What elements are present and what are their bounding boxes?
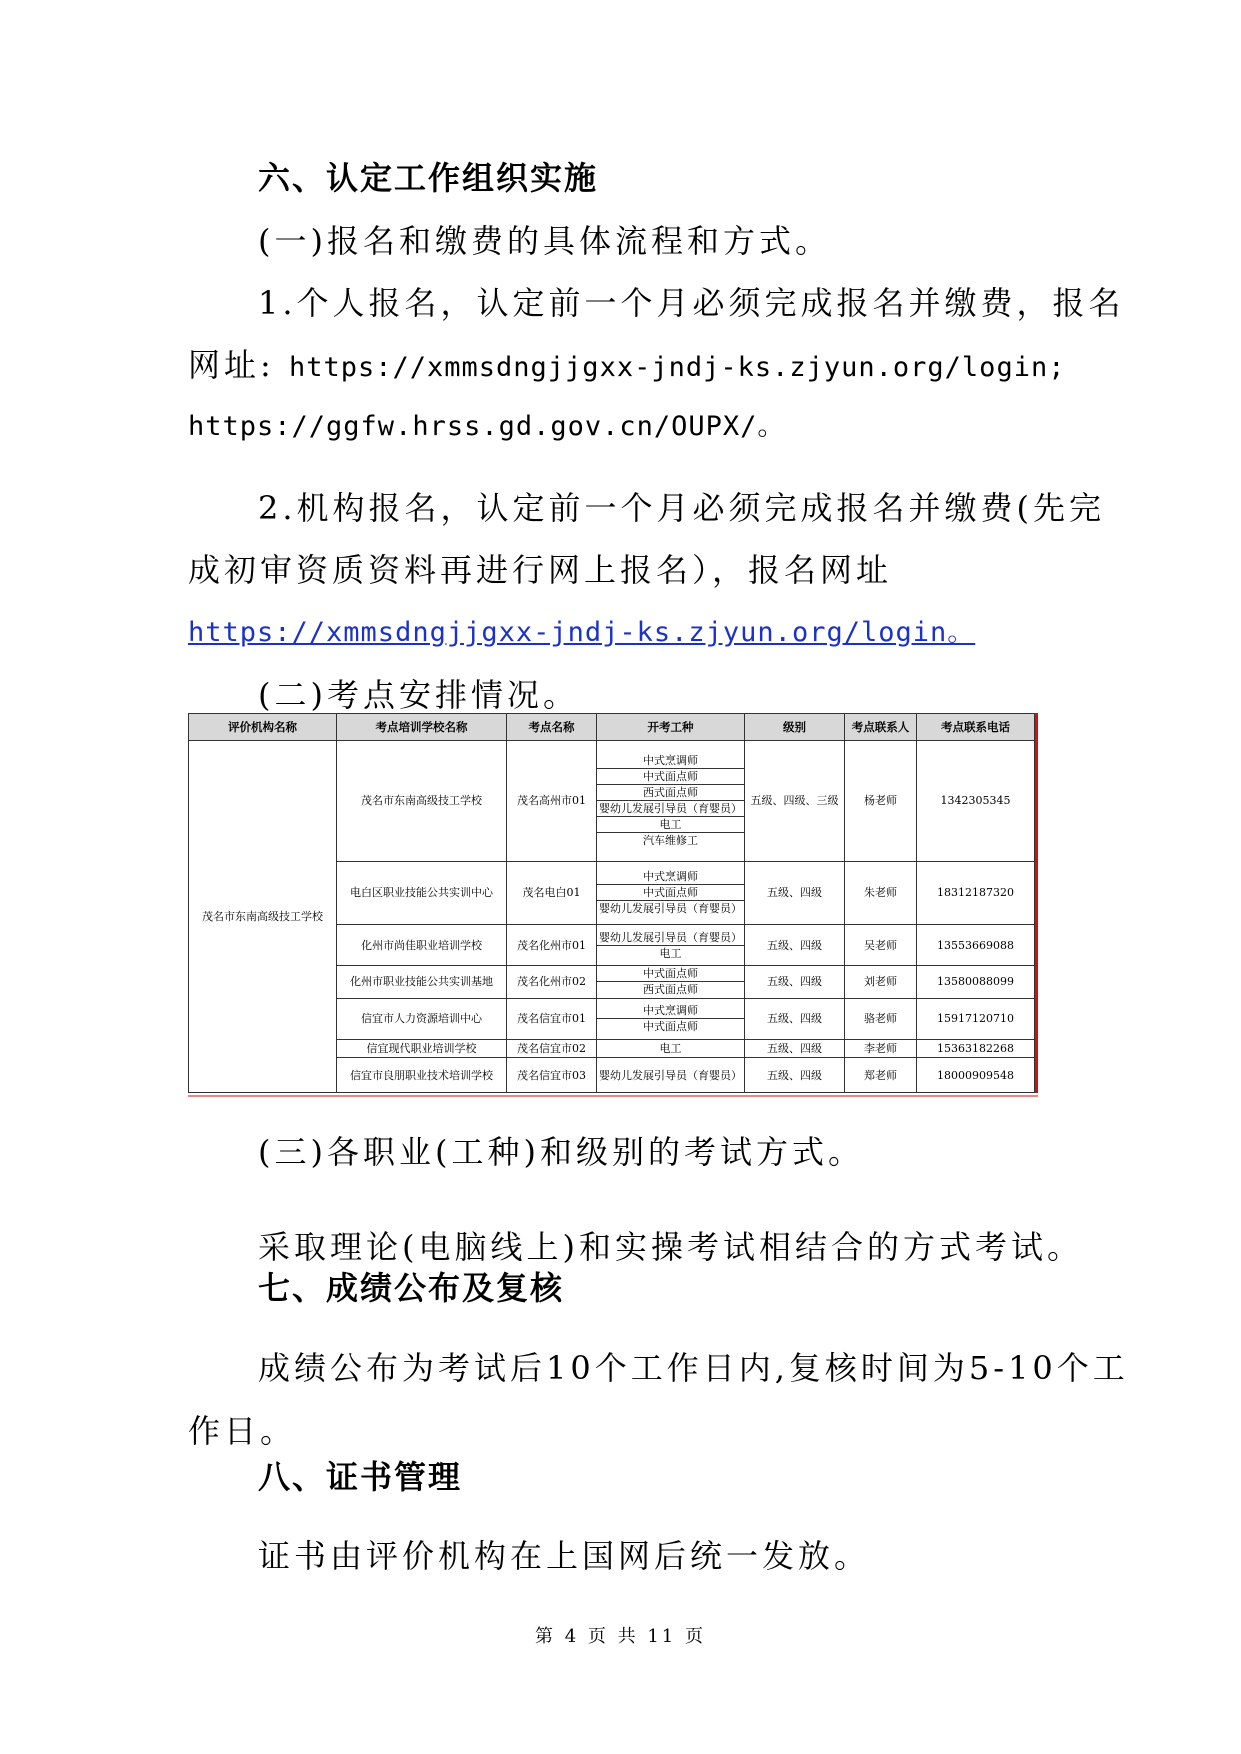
site-cell: 茂名化州市01 — [507, 925, 597, 966]
job-item: 中式面点师 — [597, 885, 744, 901]
jobs-cell — [597, 861, 745, 924]
school-cell: 化州市职业技能公共实训基地 — [337, 966, 507, 999]
phone-cell: 15917120710 — [917, 998, 1035, 1039]
level-cell: 五级、四级 — [745, 925, 845, 966]
site-cell: 茂名信宜市03 — [507, 1058, 597, 1093]
jobs-cell — [597, 966, 745, 999]
level-cell: 五级、四级 — [745, 1058, 845, 1093]
job-item: 汽车维修工 — [643, 834, 698, 848]
job-item: 中式烹调师 — [597, 1003, 744, 1019]
paragraph-2-line-1: 2.机构报名，认定前一个月必须完成报名并缴费(先完 — [258, 489, 1106, 527]
url-label: 网址: — [188, 346, 289, 384]
job-item: 中式烹调师 — [597, 753, 744, 769]
table-bottom-rule — [188, 1095, 1038, 1097]
job-item: 婴幼儿发展引导员（育婴员） — [599, 802, 742, 816]
subsection-6-3: (三)各职业(工种)和级别的考试方式。 — [258, 1133, 864, 1171]
contact-cell: 吴老师 — [845, 925, 917, 966]
job-item: 中式面点师 — [643, 1020, 698, 1034]
job-item: 电工 — [659, 1041, 682, 1055]
phone-cell: 15363182268 — [917, 1039, 1035, 1057]
jobs-cell — [597, 1039, 745, 1057]
site-cell: 茂名信宜市02 — [507, 1039, 597, 1057]
exam-site-table — [188, 713, 1034, 1093]
header-contact: 考点联系人 — [845, 714, 917, 741]
phone-cell: 1342305345 — [917, 741, 1035, 862]
contact-cell: 骆老师 — [845, 998, 917, 1039]
job-item: 婴幼儿发展引导员（育婴员） — [599, 902, 742, 916]
jobs-cell — [597, 998, 745, 1039]
header-site: 考点名称 — [507, 714, 597, 741]
level-cell: 五级、四级 — [745, 861, 845, 924]
table-header-row — [189, 714, 1035, 741]
jobs-cell — [597, 1058, 745, 1093]
job-item: 中式面点师 — [597, 966, 744, 982]
url-institution-link[interactable]: https://xmmsdngjjgxx-jndj-ks.zjyun.org/login。 — [188, 617, 976, 648]
url-individual-2: https://ggfw.hrss.gd.gov.cn/OUPX/。 — [188, 411, 786, 442]
job-item: 婴幼儿发展引导员（育婴员） — [599, 930, 742, 944]
school-cell: 信宜市人力资源培训中心 — [337, 998, 507, 1039]
url-individual-1: https://xmmsdngjjgxx-jndj-ks.zjyun.org/login; — [288, 352, 1066, 383]
level-cell: 五级、四级 — [745, 998, 845, 1039]
paragraph-4-line-2: 作日。 — [188, 1412, 297, 1450]
school-cell: 化州市尚佳职业培训学校 — [337, 925, 507, 966]
header-school: 考点培训学校名称 — [337, 714, 507, 741]
phone-cell: 13580088099 — [917, 966, 1035, 999]
school-cell: 信宜市良朋职业技术培训学校 — [337, 1058, 507, 1093]
site-cell: 茂名信宜市01 — [507, 998, 597, 1039]
site-cell: 茂名化州市02 — [507, 966, 597, 999]
job-item: 电工 — [597, 817, 744, 833]
school-cell: 电白区职业技能公共实训中心 — [337, 861, 507, 924]
header-org: 评价机构名称 — [189, 714, 337, 741]
job-item: 西式面点师 — [597, 785, 744, 801]
job-item: 中式烹调师 — [597, 869, 744, 885]
level-cell: 五级、四级 — [745, 966, 845, 999]
org-name-cell: 茂名市东南高级技工学校 — [189, 741, 337, 1093]
level-cell: 五级、四级 — [745, 1039, 845, 1057]
page-number-footer: 第 4 页 共 11 页 — [535, 1626, 706, 1647]
school-cell: 信宜现代职业培训学校 — [337, 1039, 507, 1057]
header-jobs: 开考工种 — [597, 714, 745, 741]
paragraph-1-line-2 — [188, 340, 1065, 386]
paragraph-3: 采取理论(电脑线上)和实操考试相结合的方式考试。 — [258, 1228, 1083, 1266]
contact-cell: 李老师 — [845, 1039, 917, 1057]
job-item: 西式面点师 — [643, 983, 698, 997]
paragraph-5: 证书由评价机构在上国网后统一发放。 — [258, 1537, 871, 1575]
paragraph-2-url-line — [188, 610, 975, 649]
header-phone: 考点联系电话 — [917, 714, 1035, 741]
header-level: 级别 — [745, 714, 845, 741]
subsection-6-1: (一)报名和缴费的具体流程和方式。 — [258, 222, 831, 260]
job-item: 电工 — [659, 946, 682, 960]
jobs-cell — [597, 741, 745, 862]
section-7-heading: 七、成绩公布及复核 — [258, 1269, 565, 1307]
paragraph-4-line-1: 成绩公布为考试后10个工作日内,复核时间为5-10个工 — [258, 1349, 1129, 1387]
contact-cell: 朱老师 — [845, 861, 917, 924]
jobs-cell — [597, 925, 745, 966]
job-item: 中式面点师 — [597, 769, 744, 785]
contact-cell: 杨老师 — [845, 741, 917, 862]
table-row — [189, 741, 1035, 862]
job-item: 婴幼儿发展引导员（育婴员） — [599, 1068, 742, 1082]
contact-cell: 郑老师 — [845, 1058, 917, 1093]
school-cell: 茂名市东南高级技工学校 — [337, 741, 507, 862]
contact-cell: 刘老师 — [845, 966, 917, 999]
level-cell: 五级、四级、三级 — [745, 741, 845, 862]
site-cell: 茂名高州市01 — [507, 741, 597, 862]
section-6-heading: 六、认定工作组织实施 — [258, 159, 599, 197]
site-cell: 茂名电白01 — [507, 861, 597, 924]
paragraph-2-line-2: 成初审资质资料再进行网上报名），报名网址 — [188, 551, 893, 589]
phone-cell: 18000909548 — [917, 1058, 1035, 1093]
phone-cell: 13553669088 — [917, 925, 1035, 966]
phone-cell: 18312187320 — [917, 861, 1035, 924]
paragraph-1-line-1: 1.个人报名，认定前一个月必须完成报名并缴费，报名 — [258, 284, 1125, 322]
section-8-heading: 八、证书管理 — [258, 1458, 463, 1496]
subsection-6-2: (二)考点安排情况。 — [258, 676, 579, 714]
